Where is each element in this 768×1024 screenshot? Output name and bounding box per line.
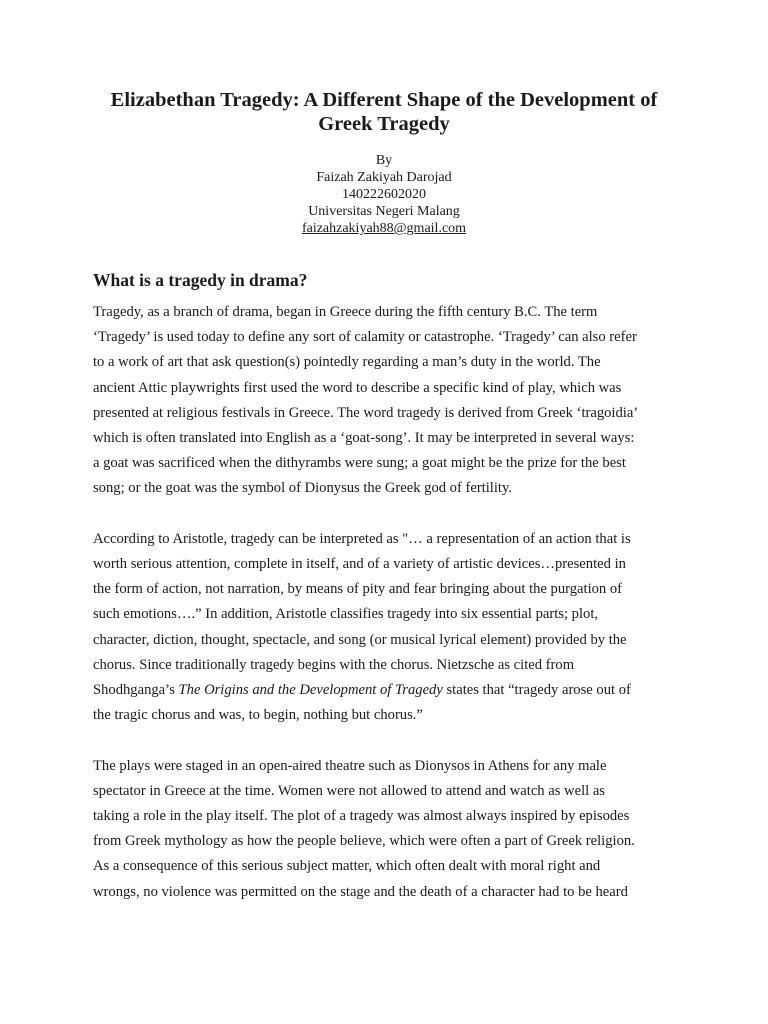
text-line: from Greek mythology as how the people believe, which were often a part of Greek religion. (93, 833, 635, 850)
paragraph-1 (93, 300, 681, 502)
document-title (93, 88, 675, 136)
text-line: According to Aristotle, tragedy can be interpreted as "… a representation of an action that is (93, 530, 631, 547)
text-line: ancient Attic playwrights first used the word to describe a specific kind of play, which was (93, 379, 622, 396)
text-line: taking a role in the play itself. The plot of a tragedy was almost always inspired by episodes (93, 808, 630, 825)
title-line-1: Elizabethan Tragedy: A Different Shape of the Development of (110, 89, 658, 111)
text-line: worth serious attention, complete in itself, and of a variety of artistic devices…presented in (93, 556, 626, 573)
byline-by: By (375, 153, 393, 168)
text-line: a goat was sacrificed when the dithyrambs were sung; a goat might be the prize for the best (93, 455, 626, 472)
text-line: wrongs, no violence was permitted on the stage and the death of a character had to be heard (93, 883, 628, 900)
body-text (93, 300, 681, 930)
text-line: which is often translated into English as a ‘goat-song’. It may be interpreted in several ways: (93, 430, 635, 447)
author-email-link[interactable]: faizahzakiyah88@gmail.com (301, 221, 467, 236)
text-line: chorus. Since traditionally tragedy begins with the chorus. Nietzsche as cited from (93, 656, 575, 673)
text-line: spectator in Greece at the time. Women were not allowed to attend and watch as well as (93, 782, 605, 799)
text-line: As a consequence of this serious subject matter, which often dealt with moral right and (93, 858, 601, 875)
text-line: Tragedy, as a branch of drama, began in Greece during the fifth century B.C. The term (93, 304, 598, 320)
text-line: The plays were staged in an open-aired theatre such as Dionysos in Athens for any male (93, 757, 607, 774)
citation-line (93, 678, 681, 703)
text-line: song; or the goat was the symbol of Dionysus the Greek god of fertility. (93, 480, 512, 497)
text-line: to a work of art that ask question(s) pointedly regarding a man’s duty in the world. The (93, 354, 601, 371)
title-line-2: Greek Tragedy (318, 113, 450, 135)
citation-before: Shodhganga’s (93, 682, 179, 699)
author-name: Faizah Zakiyah Darojad (316, 170, 452, 185)
byline (93, 152, 675, 237)
text-line: ‘Tragedy’ is used today to define any sort of calamity or catastrophe. ‘Tragedy’ can also refer (93, 329, 637, 346)
text-line: presented at religious festivals in Greece. The word tragedy is derived from Greek ‘tragoidia’ (93, 404, 639, 421)
text-line: character, diction, thought, spectacle, and song (or musical lyrical element) provided by the (93, 631, 627, 648)
text-line: the tragic chorus and was, to begin, nothing but chorus.” (93, 707, 423, 724)
institution: Universitas Negeri Malang (308, 204, 460, 219)
student-id: 140222602020 (342, 187, 426, 202)
paragraph-2 (93, 527, 681, 729)
cited-work-title: The Origins and the Development of Tragedy (178, 682, 443, 699)
text-line: such emotions….” In addition, Aristotle classifies tragedy into six essential parts; plot, (93, 606, 599, 623)
paragraph-3 (93, 754, 681, 905)
section-heading: What is a tragedy in drama? (93, 270, 308, 290)
text-line: the form of action, not narration, by means of pity and fear bringing about the purgation of (93, 581, 623, 598)
citation-after: states that “tragedy arose out of (442, 682, 631, 699)
